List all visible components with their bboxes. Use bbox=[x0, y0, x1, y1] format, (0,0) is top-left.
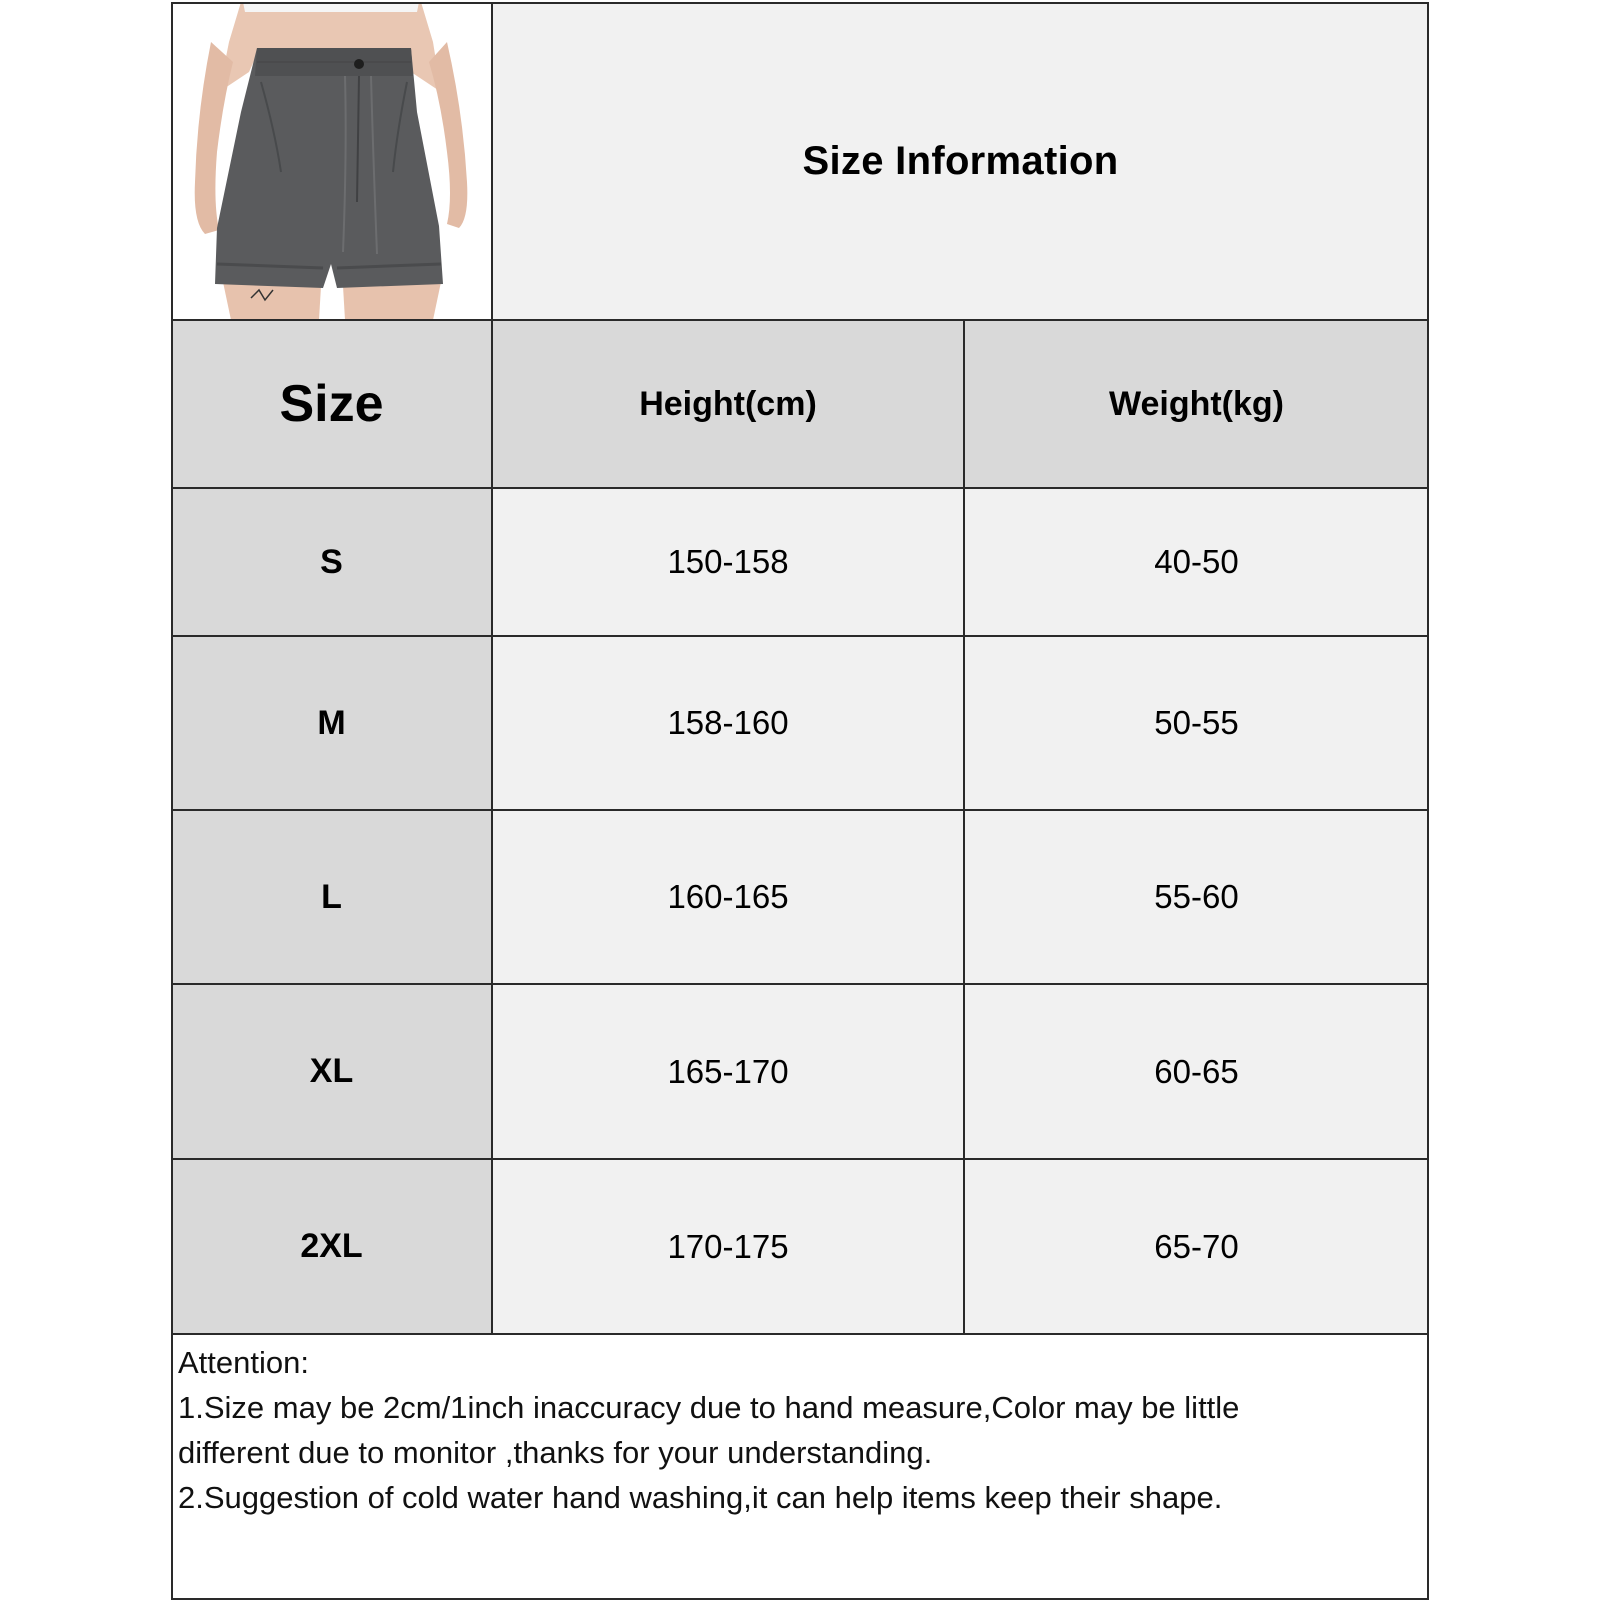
product-photo bbox=[171, 2, 492, 320]
grid-line bbox=[171, 319, 1429, 321]
size-label: 2XL bbox=[300, 1227, 363, 1265]
table-row-weight-cell bbox=[964, 1159, 1429, 1334]
attention-line: 2.Suggestion of cold water hand washing,it can help items keep their shape. bbox=[178, 1480, 1223, 1515]
page-title: Size Information bbox=[802, 138, 1119, 183]
weight-value: 50-55 bbox=[1154, 704, 1239, 741]
weight-value: 40-50 bbox=[1154, 543, 1239, 580]
attention-line: different due to monitor ,thanks for your understanding. bbox=[178, 1435, 933, 1470]
grid-line bbox=[1427, 2, 1429, 1600]
table-row-height-cell bbox=[492, 1159, 964, 1334]
shorts-image bbox=[171, 2, 492, 320]
height-value: 160-165 bbox=[667, 878, 789, 915]
size-label: XL bbox=[309, 1052, 354, 1090]
grid-line bbox=[171, 635, 1429, 637]
column-header-weight-label: Weight(kg) bbox=[1108, 384, 1284, 423]
size-label: S bbox=[320, 542, 343, 581]
table-row-height-cell bbox=[492, 984, 964, 1159]
weight-value: 60-65 bbox=[1154, 1052, 1239, 1090]
grid-line bbox=[171, 2, 1429, 4]
table-row-size-cell bbox=[171, 984, 492, 1159]
table-row-size-cell bbox=[171, 1159, 492, 1334]
size-label: M bbox=[317, 703, 346, 742]
grid-line bbox=[491, 2, 493, 1334]
grid-line bbox=[963, 320, 965, 1334]
grid-line bbox=[171, 1333, 1429, 1335]
grid-line bbox=[171, 487, 1429, 489]
weight-value: 65-70 bbox=[1154, 1227, 1239, 1265]
column-header-height bbox=[492, 320, 964, 488]
table-row-weight-cell bbox=[964, 636, 1429, 810]
size-information-title-cell bbox=[492, 2, 1429, 320]
table-row-weight-cell bbox=[964, 984, 1429, 1159]
attention-heading: Attention: bbox=[178, 1345, 309, 1380]
table-row-height-cell bbox=[492, 810, 964, 984]
grid-line bbox=[171, 2, 173, 1600]
table-row-size-cell bbox=[171, 636, 492, 810]
grid-line bbox=[171, 983, 1429, 985]
height-value: 165-170 bbox=[667, 1052, 789, 1090]
column-header-height-label: Height(cm) bbox=[639, 384, 817, 423]
table-row-size-cell bbox=[171, 810, 492, 984]
table-row-height-cell bbox=[492, 488, 964, 636]
table-row-weight-cell bbox=[964, 810, 1429, 984]
column-header-size-label: Size bbox=[279, 375, 384, 433]
table-row-height-cell bbox=[492, 636, 964, 810]
grid-line bbox=[171, 1158, 1429, 1160]
height-value: 150-158 bbox=[667, 543, 789, 580]
column-header-size bbox=[171, 320, 492, 488]
weight-value: 55-60 bbox=[1154, 878, 1239, 915]
attention-line: 1.Size may be 2cm/1inch inaccuracy due to hand measure,Color may be little bbox=[178, 1390, 1240, 1425]
size-chart bbox=[171, 2, 1429, 1600]
grid-line bbox=[171, 809, 1429, 811]
size-label: L bbox=[321, 877, 342, 916]
attention-notes bbox=[171, 1334, 1429, 1600]
table-row-weight-cell bbox=[964, 488, 1429, 636]
height-value: 158-160 bbox=[667, 704, 789, 741]
table-row-size-cell bbox=[171, 488, 492, 636]
height-value: 170-175 bbox=[667, 1227, 789, 1265]
column-header-weight bbox=[964, 320, 1429, 488]
